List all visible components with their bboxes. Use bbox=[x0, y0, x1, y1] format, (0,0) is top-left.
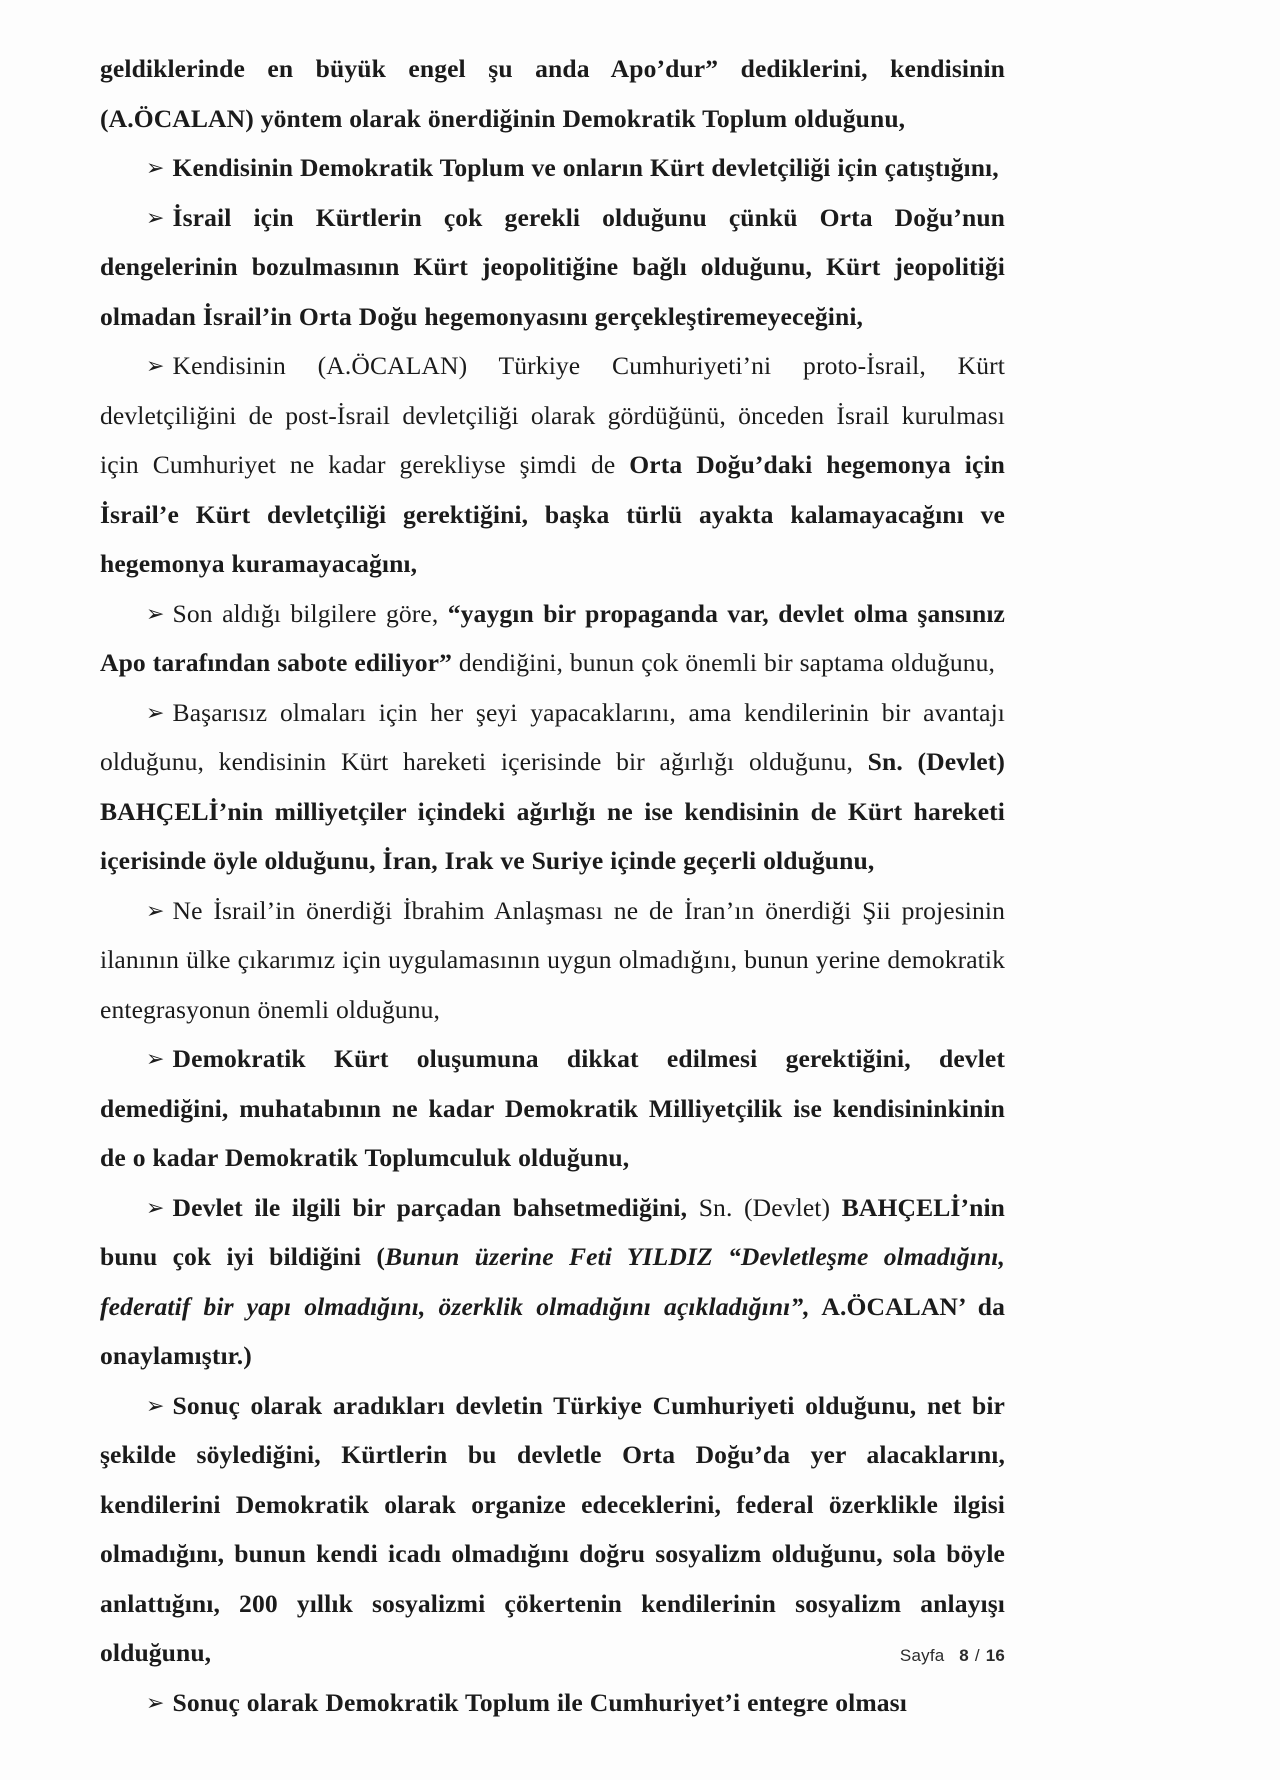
text-run: İsrail için Kürtlerin çok gerekli olduğunu çünkü Orta Doğu’nun dengelerinin bozulmasının Kürt jeopolitiğine bağlı olduğunu, Kürt jeopolitiği olmadan İsrail’in Orta Doğu hegemonyasını gerçekleştiremeyeceğini, bbox=[100, 202, 1005, 331]
text-run: dendiğini, bunun çok önemli bir saptama olduğunu, bbox=[451, 648, 996, 677]
text-run: Ne İsrail’in önerdiği İbrahim Anlaşması ne de İran’ın önerdiği Şii projesinin ilanının ülke çıkarımız için uygulamasının uygun olmadığını, bunun yerine demokratik entegrasyonun önemli olduğunu, bbox=[100, 895, 1005, 1024]
arrow-bullet-icon: ➢ bbox=[146, 156, 165, 181]
text-run: Orta Doğu’daki hegemonya için İsrail’e Kürt devletçiliği gerektiğini, başka türlü ayakta kalamayacağını ve hegemonya kuramayacağını, bbox=[100, 450, 1005, 578]
list-item-paragraph bbox=[100, 589, 1005, 688]
list-item-paragraph bbox=[100, 1183, 1005, 1381]
arrow-bullet-icon: ➢ bbox=[146, 1690, 165, 1716]
list-item-paragraph bbox=[100, 688, 1005, 886]
arrow-bullet-icon: ➢ bbox=[146, 1393, 165, 1419]
text-run: Demokratik Kürt oluşumuna dikkat edilmesi gerektiğini, devlet demediğini, muhatabının ne kadar Demokratik Milliyetçilik ise kendisininkinin de o kadar Demokratik Toplumculuk olduğunu, bbox=[100, 1044, 1005, 1172]
document-body bbox=[100, 44, 1005, 1727]
text-run: Sn. (Devlet) BAHÇELİ’nin milliyetçiler içindeki ağırlığı ne ise kendisinin de Kürt hareketi içerisinde öyle olduğunu, İran, Irak ve Suriye içinde geçerli olduğunu, bbox=[100, 747, 1005, 875]
list-item-paragraph bbox=[100, 1034, 1005, 1183]
list-item-paragraph bbox=[100, 193, 1005, 342]
text-run: Sonuç olarak Demokratik Toplum ile Cumhuriyet’i entegre olması bbox=[172, 1687, 907, 1717]
text-run: Sonuç olarak aradıkları devletin Türkiye Cumhuriyeti olduğunu, net bir şekilde söylediğini, Kürtlerin bu devletle Orta Doğu’da yer alacaklarını, kendilerini Demokratik olarak organize edeceklerini, federal özerklikle ilgisi olmadığını, bunun kendi icadı olmadığını doğru sosyalizm olduğunu, sola böyle anlattığını, 200 yıllık sosyalizmi çökertenin kendilerinin sosyalizm anlayışı olduğunu, bbox=[100, 1390, 1005, 1667]
text-run: Bunun üzerine Feti YILDIZ “Devletleşme olmadığını, federatif bir yapı olmadığını, özerklik olmadığını açıkladığını”, bbox=[100, 1242, 1006, 1321]
list-item-paragraph bbox=[100, 1678, 1005, 1728]
text-run: Devlet ile ilgili bir parçadan bahsetmediğini, bbox=[172, 1192, 699, 1222]
text-run: A.ÖCALAN’ da onaylamıştır.) bbox=[100, 1291, 1005, 1370]
arrow-bullet-icon: ➢ bbox=[146, 205, 165, 231]
text-run: Son aldığı bilgilere göre, bbox=[172, 598, 448, 628]
footer-page-label: Sayfa bbox=[899, 1646, 945, 1665]
page-footer bbox=[100, 1646, 1005, 1666]
list-item-paragraph bbox=[100, 341, 1005, 589]
list-item-paragraph bbox=[100, 143, 1005, 193]
text-run: BAHÇELİ’nin bunu çok iyi bildiğini ( bbox=[100, 1192, 1005, 1271]
arrow-bullet-icon: ➢ bbox=[146, 354, 165, 379]
paragraph-continuation bbox=[100, 44, 1005, 143]
text-run: Kendisinin (A.ÖCALAN) Türkiye Cumhuriyeti’ni proto-İsrail, Kürt devletçiliğini de post-İsrail devletçiliği olarak gördüğünü, önceden İsrail kurulması için Cumhuriyet ne kadar gerekliyse şimdi de bbox=[100, 351, 1005, 479]
arrow-bullet-icon: ➢ bbox=[146, 898, 165, 924]
arrow-bullet-icon: ➢ bbox=[146, 1047, 165, 1072]
arrow-bullet-icon: ➢ bbox=[146, 1195, 165, 1221]
text-run: Sn. (Devlet) bbox=[698, 1192, 842, 1222]
text-run: “yaygın bir propaganda var, devlet olma şansınız Apo tarafından sabote ediliyor” bbox=[100, 598, 1005, 677]
footer-page-number: 8 bbox=[959, 1646, 969, 1665]
footer-page-separator: / bbox=[974, 1646, 980, 1665]
list-item-paragraph bbox=[100, 1381, 1005, 1678]
list-item-paragraph bbox=[100, 886, 1005, 1035]
arrow-bullet-icon: ➢ bbox=[146, 601, 165, 627]
text-run: Kendisinin Demokratik Toplum ve onların Kürt devletçiliği için çatıştığını, bbox=[172, 153, 999, 182]
footer-page-total: 16 bbox=[985, 1646, 1005, 1665]
text-run: geldiklerinde en büyük engel şu anda Apo’dur” dediklerini, kendisinin (A.ÖCALAN) yöntem olarak önerdiğinin Demokratik Toplum olduğunu, bbox=[100, 54, 1005, 133]
text-run: Başarısız olmaları için her şeyi yapacaklarını, ama kendilerinin bir avantajı olduğunu, kendisinin Kürt hareketi içerisinde bir ağırlığı olduğunu, bbox=[100, 697, 1005, 776]
arrow-bullet-icon: ➢ bbox=[146, 700, 165, 726]
